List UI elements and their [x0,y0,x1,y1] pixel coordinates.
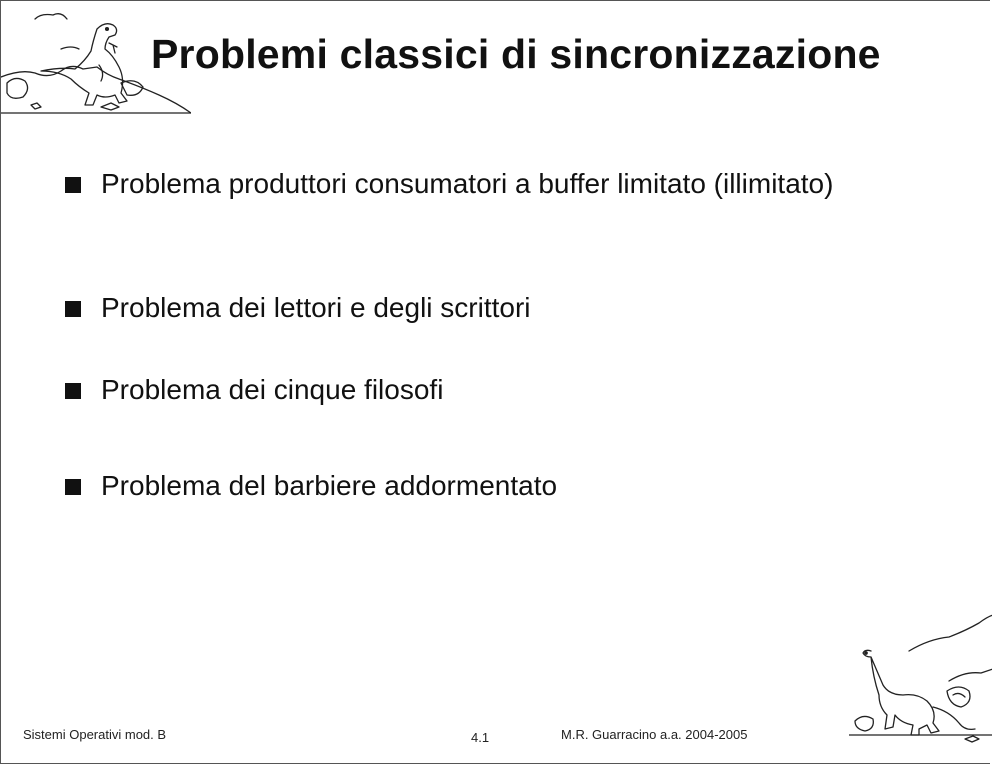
footer-page-number: 4.1 [471,730,490,745]
bullet-square-icon [65,479,81,495]
bullet-text: Problema produttori consumatori a buffer limitato (illimitato) [101,168,834,199]
bullet-text: Problema dei cinque filosofi [101,374,444,405]
bullet-square-icon [65,177,81,193]
footer-author: M.R. Guarracino a.a. 2004-2005 [561,727,748,742]
bullet-text: Problema del barbiere addormentato [101,470,558,501]
bullet-text: Problema dei lettori e degli scrittori [101,292,531,323]
footer-course: Sistemi Operativi mod. B [23,727,167,742]
dinosaur-illustration-icon [849,611,992,751]
slide-title: Problemi classici di sincronizzazione [151,31,881,77]
bullet-square-icon [65,301,81,317]
bullet-square-icon [65,383,81,399]
